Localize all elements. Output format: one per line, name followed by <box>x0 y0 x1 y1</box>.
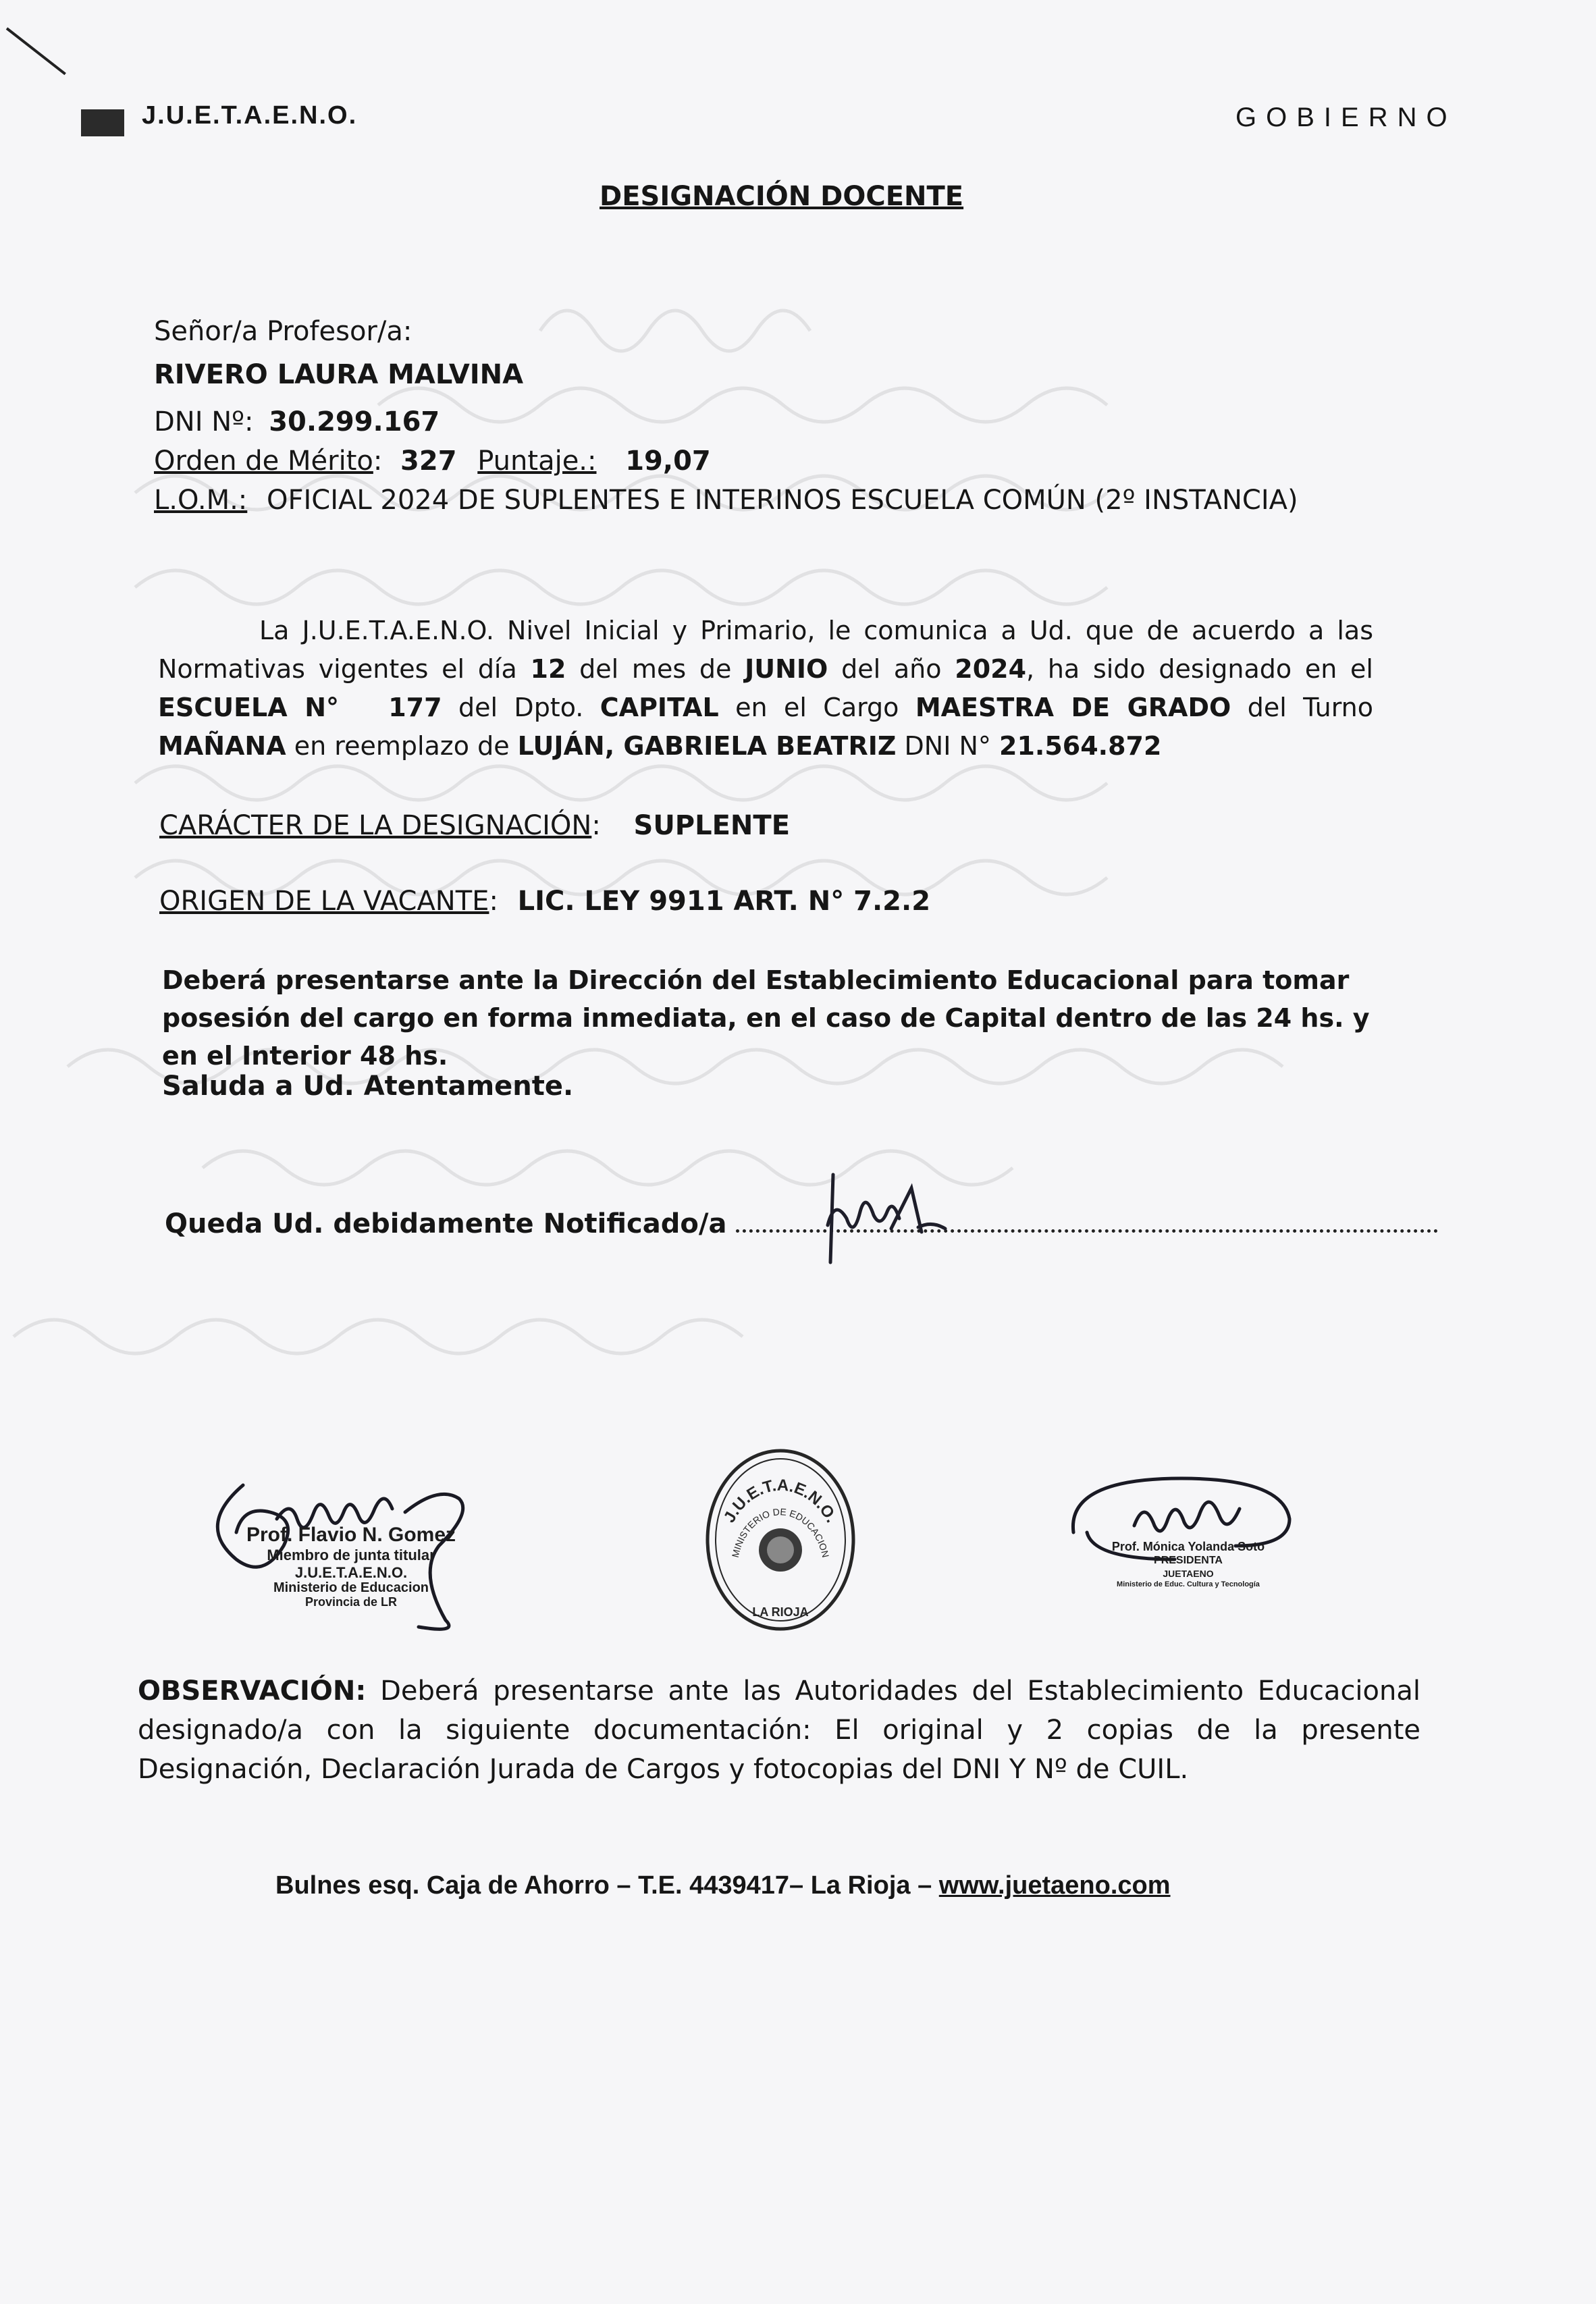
body-text: , ha sido designado en el <box>1026 654 1373 684</box>
left-signatory-line1: Miembro de junta titular <box>267 1547 435 1563</box>
lom-row <box>154 485 1298 516</box>
org-logo-mark <box>81 109 124 136</box>
right-signatory-name: Prof. Mónica Yolanda Soto <box>1111 1540 1265 1553</box>
merit-label: Orden de Mérito <box>154 446 373 477</box>
header-government: GOBIERNO <box>1235 103 1457 132</box>
body-text: en el Cargo <box>718 693 915 722</box>
character-label: CARÁCTER DE LA DESIGNACIÓN <box>159 810 592 841</box>
left-signatory-line2: J.U.E.T.A.E.N.O. <box>294 1564 408 1581</box>
salutation: Señor/a Profesor/a: <box>154 316 413 347</box>
left-signatory-line4: Provincia de LR <box>304 1595 398 1609</box>
seal-top-text: J.U.E.T.A.E.N.O. <box>720 1476 841 1526</box>
header-org: J.U.E.T.A.E.N.O. <box>142 101 358 130</box>
recipient-signature <box>810 1148 986 1269</box>
notified-label: Queda Ud. debidamente Notificado/a <box>165 1208 727 1239</box>
replaced-name: LUJÁN, GABRIELA BEATRIZ <box>517 731 897 761</box>
svg-text:J.U.E.T.A.E.N.O. <box>720 1476 841 1526</box>
seal-ring-text: MINISTERIO DE EDUCACION <box>729 1506 832 1559</box>
character-row: CARÁCTER DE LA DESIGNACIÓN: SUPLENTE <box>159 810 791 841</box>
observation-label: OBSERVACIÓN: <box>138 1676 367 1707</box>
notified-row <box>165 1208 1438 1239</box>
month: JUNIO <box>745 654 828 684</box>
body-text: La J.U.E.T.A.E.N.O. Nivel Inicial y Primario, le comunica a Ud. que de acuerdo a las Normativas vigentes el día <box>158 616 1373 684</box>
lom-label: L.O.M.: <box>154 485 248 516</box>
merit-row: Orden de Mérito: 327 Puntaje.: 19,07 <box>154 446 711 477</box>
origin-label: ORIGEN DE LA VACANTE <box>159 886 489 917</box>
character-value: SUPLENTE <box>633 810 791 841</box>
recipient-name: RIVERO LAURA MALVINA <box>154 359 524 390</box>
year: 2024 <box>955 654 1027 684</box>
school-label: ESCUELA N° <box>158 693 340 722</box>
body-text: del Dpto. <box>442 693 600 722</box>
dni-label: DNI Nº: <box>154 406 254 437</box>
body-text: DNI N° <box>896 731 999 761</box>
document-title: DESIGNACIÓN DOCENTE <box>600 181 964 212</box>
dni-value: 30.299.167 <box>269 406 440 437</box>
score-label: Puntaje.: <box>477 446 597 477</box>
designation-paragraph <box>158 612 1373 766</box>
right-signatory-role: PRESIDENTA <box>1154 1555 1223 1566</box>
school-number: 177 <box>388 693 442 722</box>
left-signatory-name: Prof. Flavio N. Gomez <box>246 1524 456 1546</box>
scan-corner-mark <box>6 27 66 75</box>
footer <box>275 1871 1171 1900</box>
body-text: del mes de <box>566 654 745 684</box>
left-signatory-line3: Ministerio de Educacion <box>273 1580 429 1595</box>
department: CAPITAL <box>600 693 719 722</box>
recipient-dni-row <box>154 406 440 437</box>
replaced-dni: 21.564.872 <box>999 731 1162 761</box>
origin-value: LIC. LEY 9911 ART. N° 7.2.2 <box>517 886 931 917</box>
day: 12 <box>530 654 566 684</box>
closing: Saluda a Ud. Atentamente. <box>162 1071 574 1102</box>
official-seal <box>699 1442 861 1638</box>
origin-row: ORIGEN DE LA VACANTE: LIC. LEY 9911 ART. N° 7.2.2 <box>159 886 931 917</box>
observation-paragraph <box>138 1671 1420 1789</box>
position: MAESTRA DE GRADO <box>915 693 1231 722</box>
observation-text: Deberá presentarse ante las Autoridades del Establecimiento Educacional designado/a con la siguiente documentación: El original y 2 copias de la presente Designación, Declaración Jurada de Cargos y fotocopias del DNI Y Nº de CUIL. <box>138 1676 1420 1785</box>
bleed-through-handwriting <box>0 270 1596 1418</box>
body-text: en reemplazo de <box>286 731 518 761</box>
body-text: del Turno <box>1231 693 1373 722</box>
shift: MAÑANA <box>158 731 286 761</box>
seal-bottom-text: LA RIOJA <box>752 1605 809 1619</box>
footer-address: Bulnes esq. Caja de Ahorro – T.E. 4439417– La Rioja – <box>275 1871 939 1900</box>
footer-website-link[interactable]: www.juetaeno.com <box>938 1871 1171 1900</box>
score-value: 19,07 <box>625 446 711 477</box>
merit-value: 327 <box>400 446 457 477</box>
body-text: del año <box>828 654 955 684</box>
right-signatory-ministry: Ministerio de Educ. Cultura y Tecnología <box>1117 1580 1260 1588</box>
right-signatory-org: JUETAENO <box>1163 1568 1214 1579</box>
lom-value: OFICIAL 2024 DE SUPLENTES E INTERINOS ESCUELA COMÚN (2º INSTANCIA) <box>267 485 1298 516</box>
instructions-paragraph: Deberá presentarse ante la Dirección del Establecimiento Educacional para tomar posesión del cargo en forma inmediata, en el caso de Capital dentro de las 24 hs. y en el Interior 48 hs. <box>162 965 1370 1071</box>
